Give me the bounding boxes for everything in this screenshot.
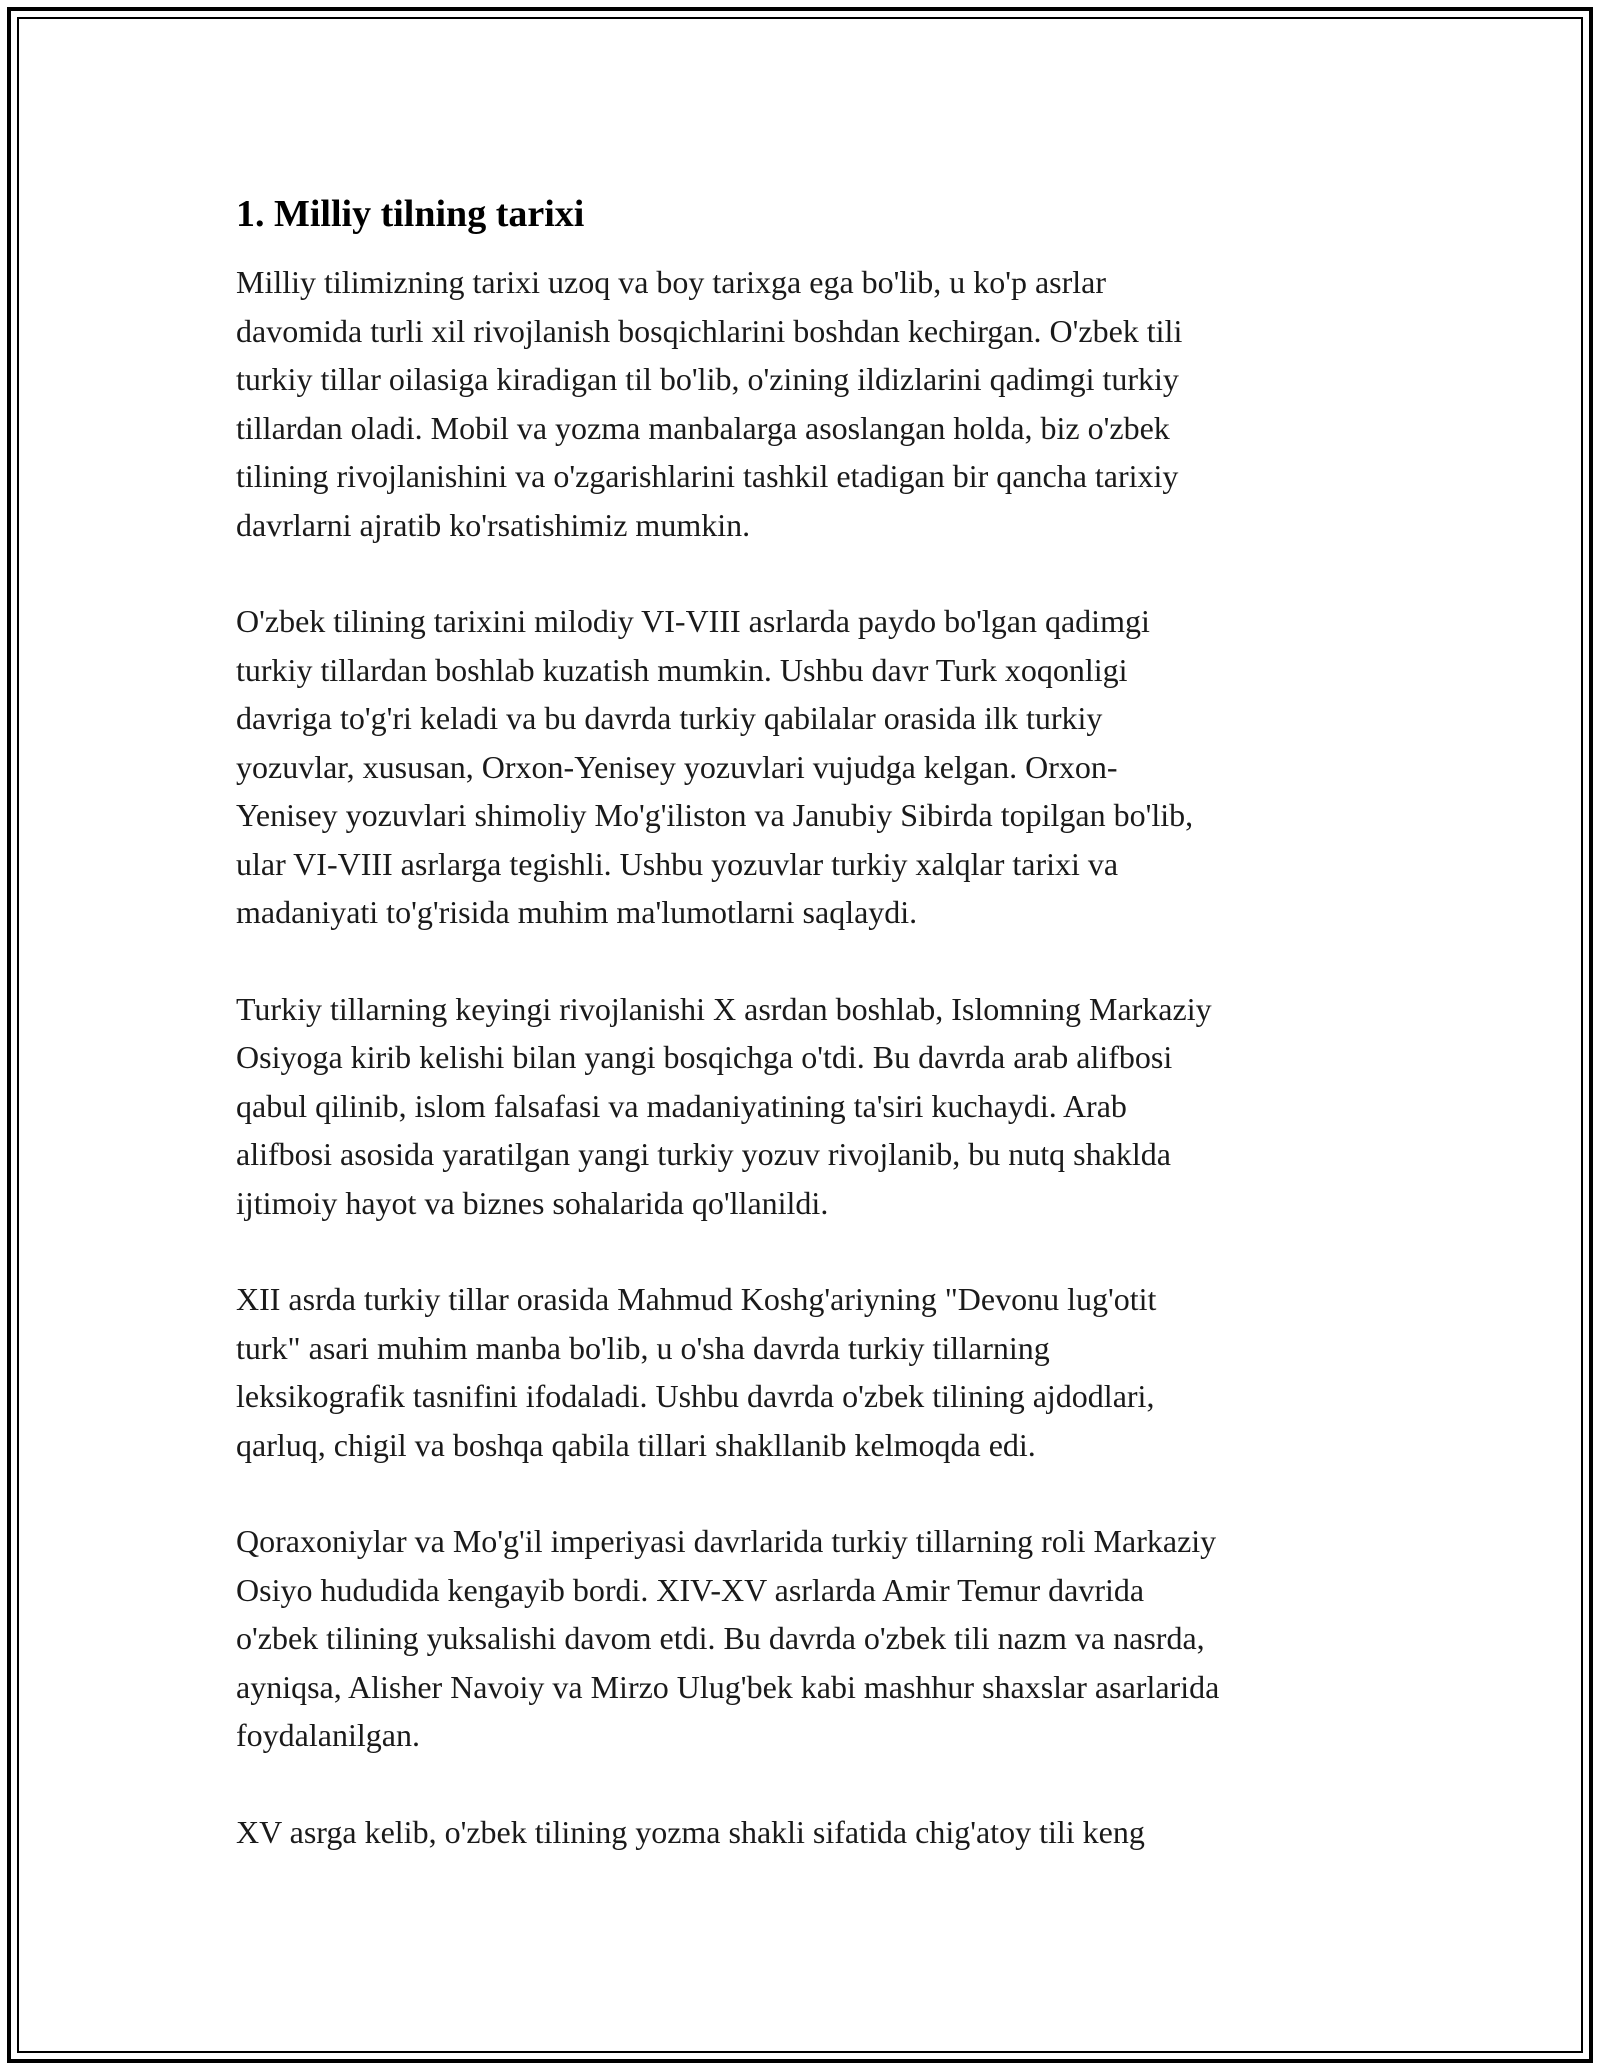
paragraph-line: yozuvlar, xususan, Orxon-Yenisey yozuvlari vujudga kelgan. Orxon- <box>236 748 1118 785</box>
paragraph-line: o'zbek tilining yuksalishi davom etdi. Bu davrda o'zbek tili nazm va nasrda, <box>236 1620 1205 1656</box>
paragraph-line: madaniyati to'g'risida muhim ma'lumotlarni saqlaydi. <box>236 894 918 930</box>
paragraph-line: ijtimoiy hayot va biznes sohalarida qo'llanildi. <box>236 1184 829 1221</box>
paragraph-line: davomida turli xil rivojlanish bosqichlarini boshdan kechirgan. O'zbek tili <box>236 312 1183 349</box>
paragraph-line: ular VI-VIII asrlarga tegishli. Ushbu yozuvlar turkiy xalqlar tarixi va <box>236 845 1119 882</box>
paragraph-line: Qoraxoniylar va Mo'g'il imperiyasi davrlarida turkiy tillarning roli Markaziy <box>236 1523 1217 1559</box>
paragraph-container <box>236 258 1376 1856</box>
paragraph-line: turk" asari muhim manba bo'lib, u o'sha davrda turkiy tillarning <box>236 1329 1050 1366</box>
section-heading: 1. Milliy tilning tarixi <box>236 193 585 235</box>
paragraph-line: tillardan oladi. Mobil va yozma manbalarga asoslangan holda, biz o'zbek <box>236 409 1170 446</box>
document-body <box>236 186 1376 1904</box>
paragraph-line: Osiyo hududida kengayib bordi. XIV-XV asrlarda Amir Temur davrida <box>236 1571 1145 1608</box>
paragraph-line: O'zbek tilining tarixini milodiy VI-VIII asrlarda paydo bo'lgan qadimgi <box>236 603 1150 639</box>
paragraph-line: XII asrda turkiy tillar orasida Mahmud Koshg'ariyning "Devonu lug'otit <box>236 1281 1157 1317</box>
paragraph-line: Milliy tilimizning tarixi uzoq va boy tarixga ega bo'lib, u ko'p asrlar <box>236 264 1107 300</box>
paragraph-line: turkiy tillardan boshlab kuzatish mumkin. Ushbu davr Turk xoqonligi <box>236 651 1128 688</box>
paragraph-line: qarluq, chigil va boshqa qabila tillari shakllanib kelmoqda edi. <box>236 1426 1036 1463</box>
paragraph-line: davrlarni ajratib ko'rsatishimiz mumkin. <box>236 506 751 543</box>
paragraph-line: Osiyoga kirib kelishi bilan yangi bosqichga o'tdi. Bu davrda arab alifbosi <box>236 1039 1173 1075</box>
paragraph <box>236 258 1376 549</box>
paragraph <box>236 1275 1376 1469</box>
paragraph <box>236 1517 1376 1760</box>
paragraph <box>236 985 1376 1228</box>
paragraph-line: XV asrga kelib, o'zbek tilining yozma shakli sifatida chig'atoy tili keng <box>236 1813 1145 1850</box>
paragraph <box>236 597 1376 937</box>
paragraph <box>236 1808 1376 1857</box>
paragraph-line: Yenisey yozuvlari shimoliy Mo'g'iliston va Janubiy Sibirda topilgan bo'lib, <box>236 797 1194 833</box>
paragraph-line: alifbosi asosida yaratilgan yangi turkiy yozuv rivojlanib, bu nutq shaklda <box>236 1136 1171 1172</box>
paragraph-line: Turkiy tillarning keyingi rivojlanishi X asrdan boshlab, Islomning Markaziy <box>236 990 1212 1027</box>
paragraph-line: ayniqsa, Alisher Navoiy va Mirzo Ulug'bek kabi mashhur shaxslar asarlarida <box>236 1668 1220 1705</box>
paragraph-line: qabul qilinib, islom falsafasi va madaniyatining ta'siri kuchaydi. Arab <box>236 1087 1127 1124</box>
paragraph-line: leksikografik tasnifini ifodaladi. Ushbu davrda o'zbek tilining ajdodlari, <box>236 1378 1155 1414</box>
paragraph-line: davriga to'g'ri keladi va bu davrda turkiy qabilalar orasida ilk turkiy <box>236 700 1103 736</box>
paragraph-line: foydalanilgan. <box>236 1717 420 1753</box>
paragraph-line: tilining rivojlanishini va o'zgarishlarini tashkil etadigan bir qancha tarixiy <box>236 458 1179 494</box>
paragraph-line: turkiy tillar oilasiga kiradigan til bo'lib, o'zining ildizlarini qadimgi turkiy <box>236 361 1179 397</box>
